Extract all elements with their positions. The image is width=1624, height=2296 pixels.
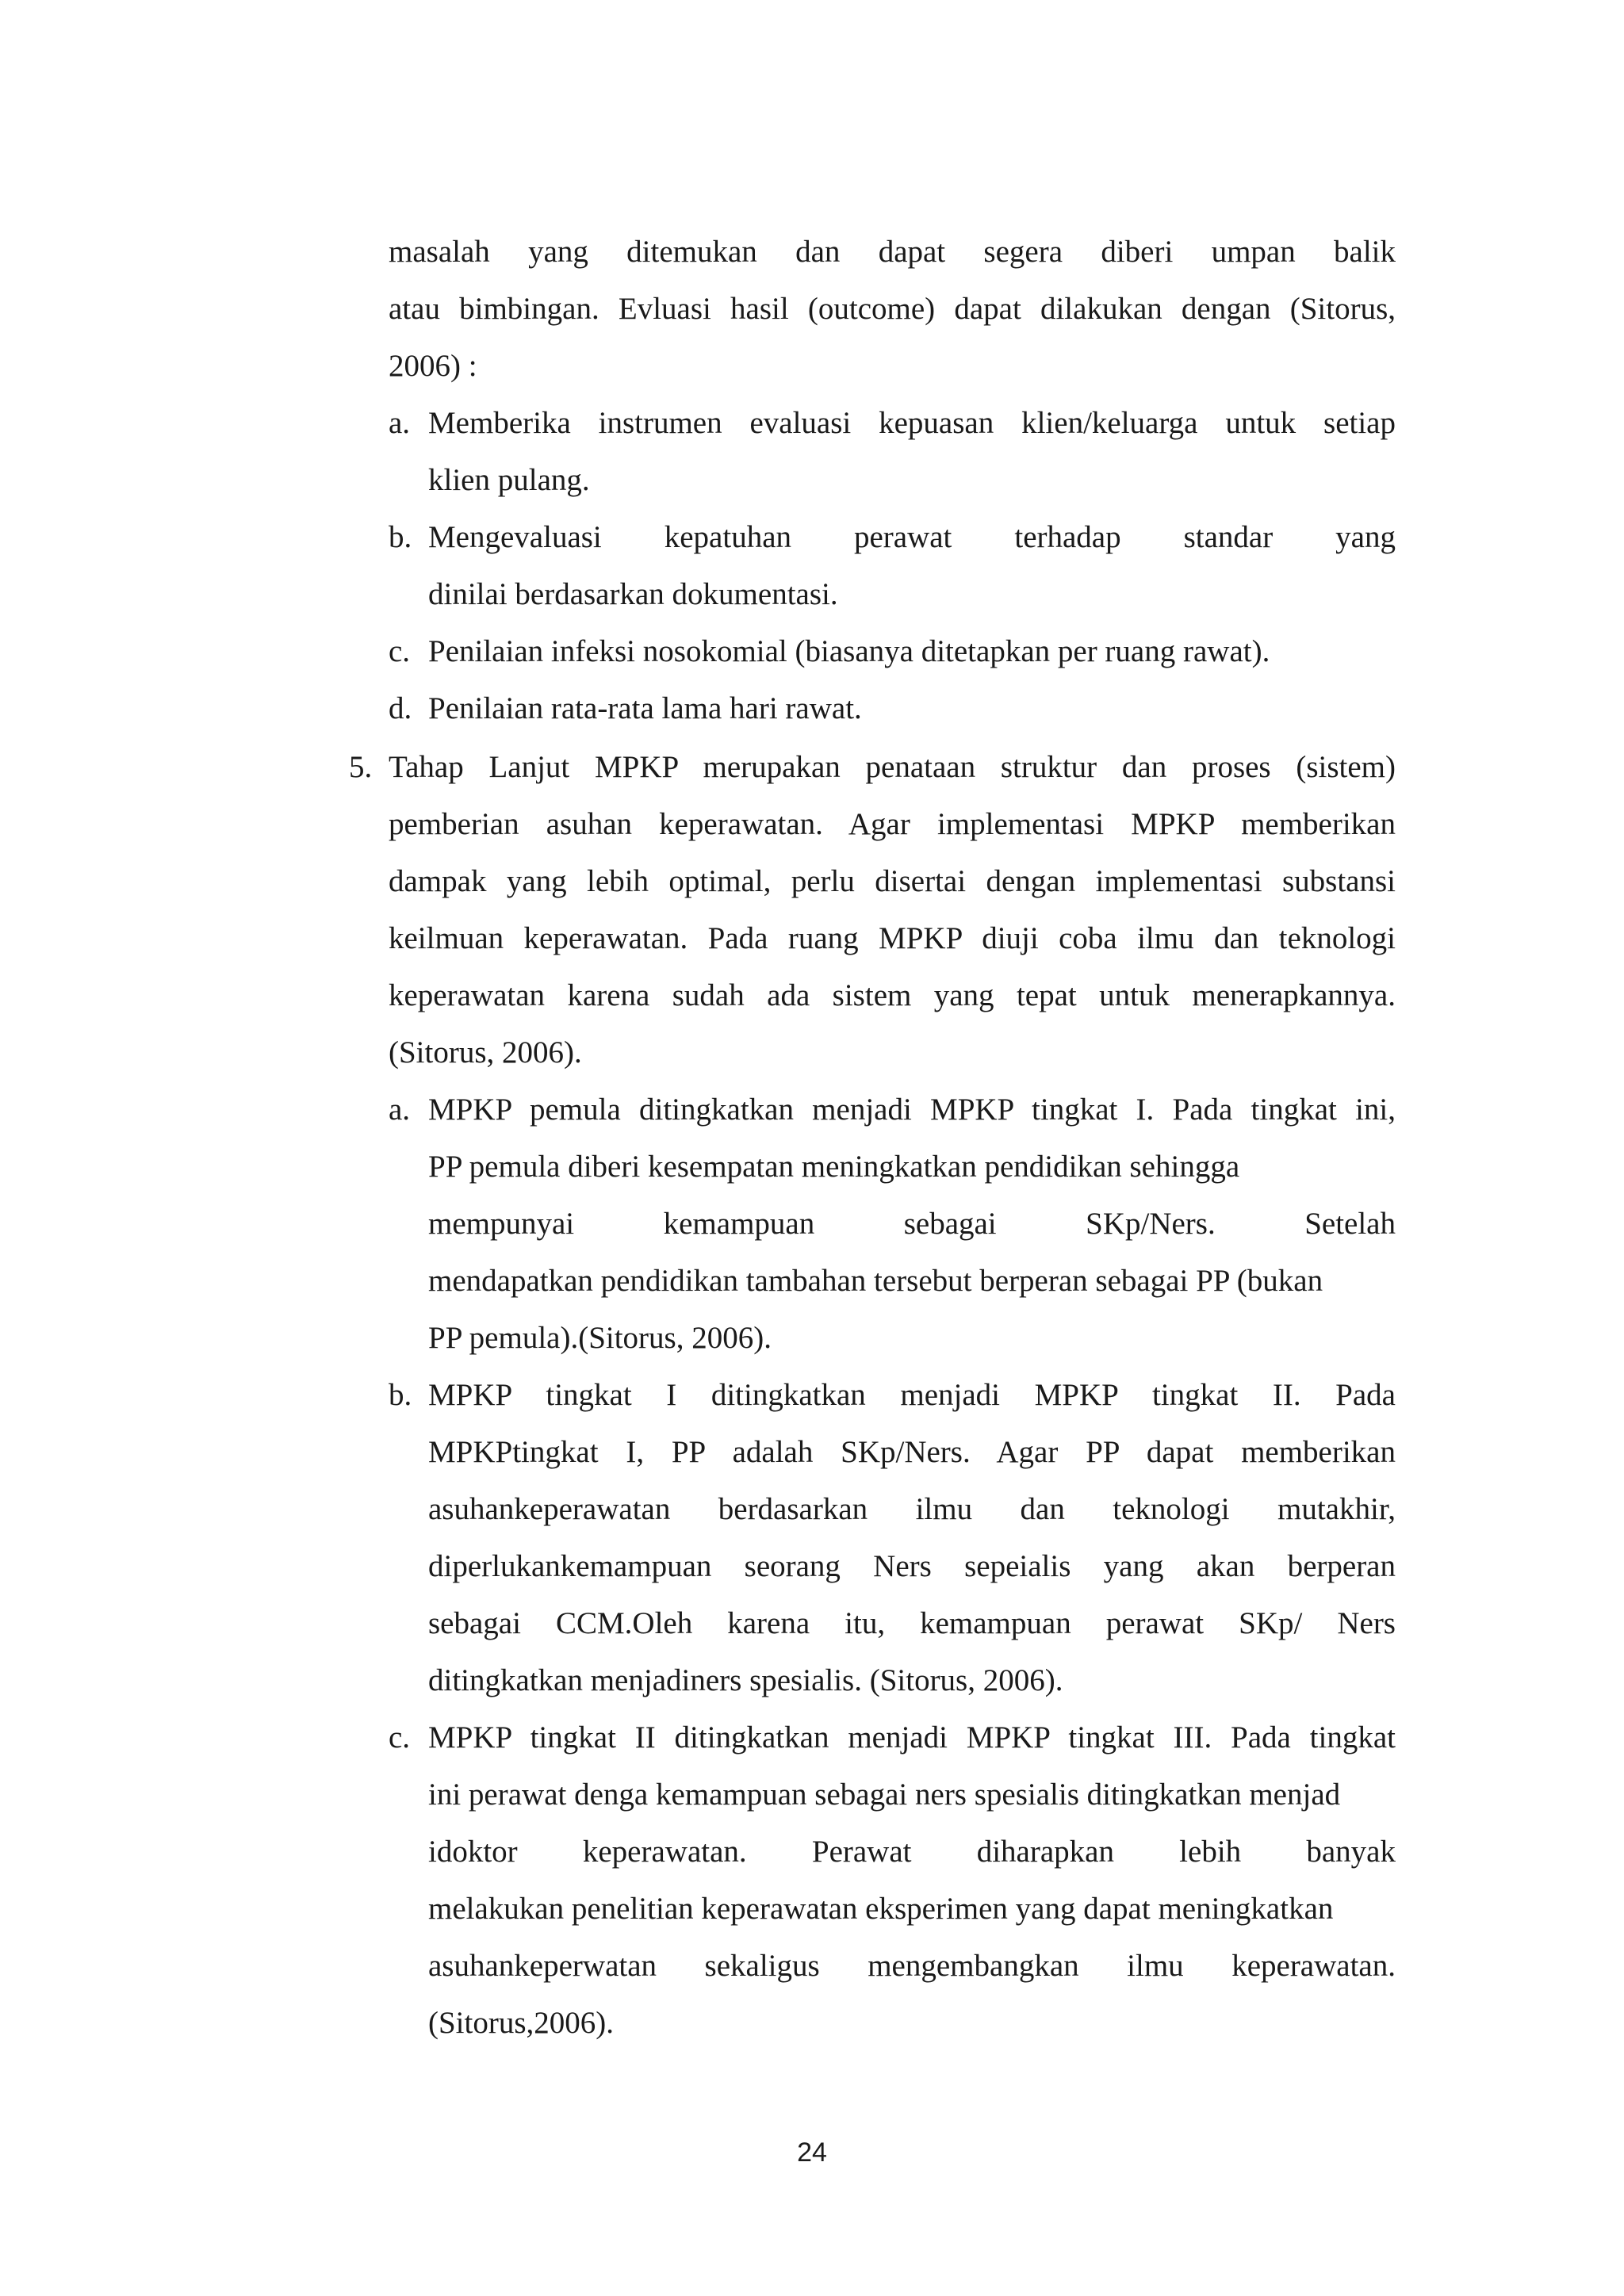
list-item-line: keilmuan keperawatan. Pada ruang MPKP diuji coba ilmu dan teknologi [389, 921, 1396, 955]
list-item-line: idoktor keperawatan. Perawat diharapkan lebih banyak [428, 1835, 1396, 1869]
list-item-line: Penilaian rata-rata lama hari rawat. [428, 691, 862, 725]
list-marker: a. [389, 406, 411, 440]
list-item-line: diperlukankemampuan seorang Ners sepeialis yang akan berperan [428, 1549, 1396, 1583]
list-item-line: MPKP tingkat II ditingkatkan menjadi MPKP tingkat III. Pada tingkat [428, 1720, 1396, 1755]
list-item-line: MPKP tingkat I ditingkatkan menjadi MPKP tingkat II. Pada [428, 1378, 1396, 1412]
list-item-line: melakukan penelitian keperawatan eksperimen yang dapat meningkatkan [428, 1892, 1334, 1926]
list-item-line: dampak yang lebih optimal, perlu disertai dengan implementasi substansi [389, 864, 1396, 898]
intro-line-2: atau bimbingan. Evluasi hasil (outcome) dapat dilakukan dengan (Sitorus, [389, 292, 1396, 326]
list-marker: b. [389, 520, 412, 554]
list-item-line: Memberika instrumen evaluasi kepuasan klien/keluarga untuk setiap [428, 406, 1396, 440]
list-item-line: asuhankeperwatan sekaligus mengembangkan ilmu keperawatan. [428, 1949, 1396, 1983]
list-item-line: (Sitorus, 2006). [389, 1035, 582, 1070]
list-item-line: keperawatan karena sudah ada sistem yang tepat untuk menerapkannya. [389, 978, 1396, 1012]
list-item-line: PP pemula).(Sitorus, 2006). [428, 1321, 772, 1355]
list-marker: d. [389, 691, 412, 725]
list-item-line: dinilai berdasarkan dokumentasi. [428, 577, 838, 611]
list-item-line: ditingkatkan menjadiners spesialis. (Sitorus, 2006). [428, 1663, 1063, 1697]
list-item-line: Penilaian infeksi nosokomial (biasanya ditetapkan per ruang rawat). [428, 634, 1270, 668]
list-item-line: mempunyai kemampuan sebagai SKp/Ners. Setelah [428, 1207, 1396, 1241]
list-item-line: sebagai CCM.Oleh karena itu, kemampuan perawat SKp/ Ners [428, 1606, 1396, 1640]
list-item-line: MPKP pemula ditingkatkan menjadi MPKP tingkat I. Pada tingkat ini, [428, 1093, 1396, 1127]
list-item-line: (Sitorus,2006). [428, 2006, 614, 2040]
list-marker: 5. [349, 750, 373, 784]
list-marker: c. [389, 634, 411, 668]
list-item-line: PP pemula diberi kesempatan meningkatkan pendidikan sehingga [428, 1150, 1240, 1184]
list-marker: b. [389, 1378, 412, 1412]
list-item-line: MPKPtingkat I, PP adalah SKp/Ners. Agar PP dapat memberikan [428, 1435, 1396, 1469]
list-item-line: klien pulang. [428, 463, 590, 497]
page-number: 24 [797, 2137, 827, 2168]
intro-line-1: masalah yang ditemukan dan dapat segera diberi umpan balik [389, 235, 1396, 269]
list-marker: a. [389, 1093, 411, 1127]
list-item-line: asuhankeperawatan berdasarkan ilmu dan teknologi mutakhir, [428, 1492, 1396, 1526]
list-item-line: ini perawat denga kemampuan sebagai ners spesialis ditingkatkan menjad [428, 1777, 1341, 1812]
list-item-line: pemberian asuhan keperawatan. Agar implementasi MPKP memberikan [389, 807, 1396, 841]
list-item-line: Tahap Lanjut MPKP merupakan penataan struktur dan proses (sistem) [389, 750, 1396, 784]
list-item-line: mendapatkan pendidikan tambahan tersebut berperan sebagai PP (bukan [428, 1264, 1323, 1298]
list-item-line: Mengevaluasi kepatuhan perawat terhadap standar yang [428, 520, 1396, 554]
list-marker: c. [389, 1720, 411, 1755]
intro-line-3: 2006) : [389, 349, 477, 383]
